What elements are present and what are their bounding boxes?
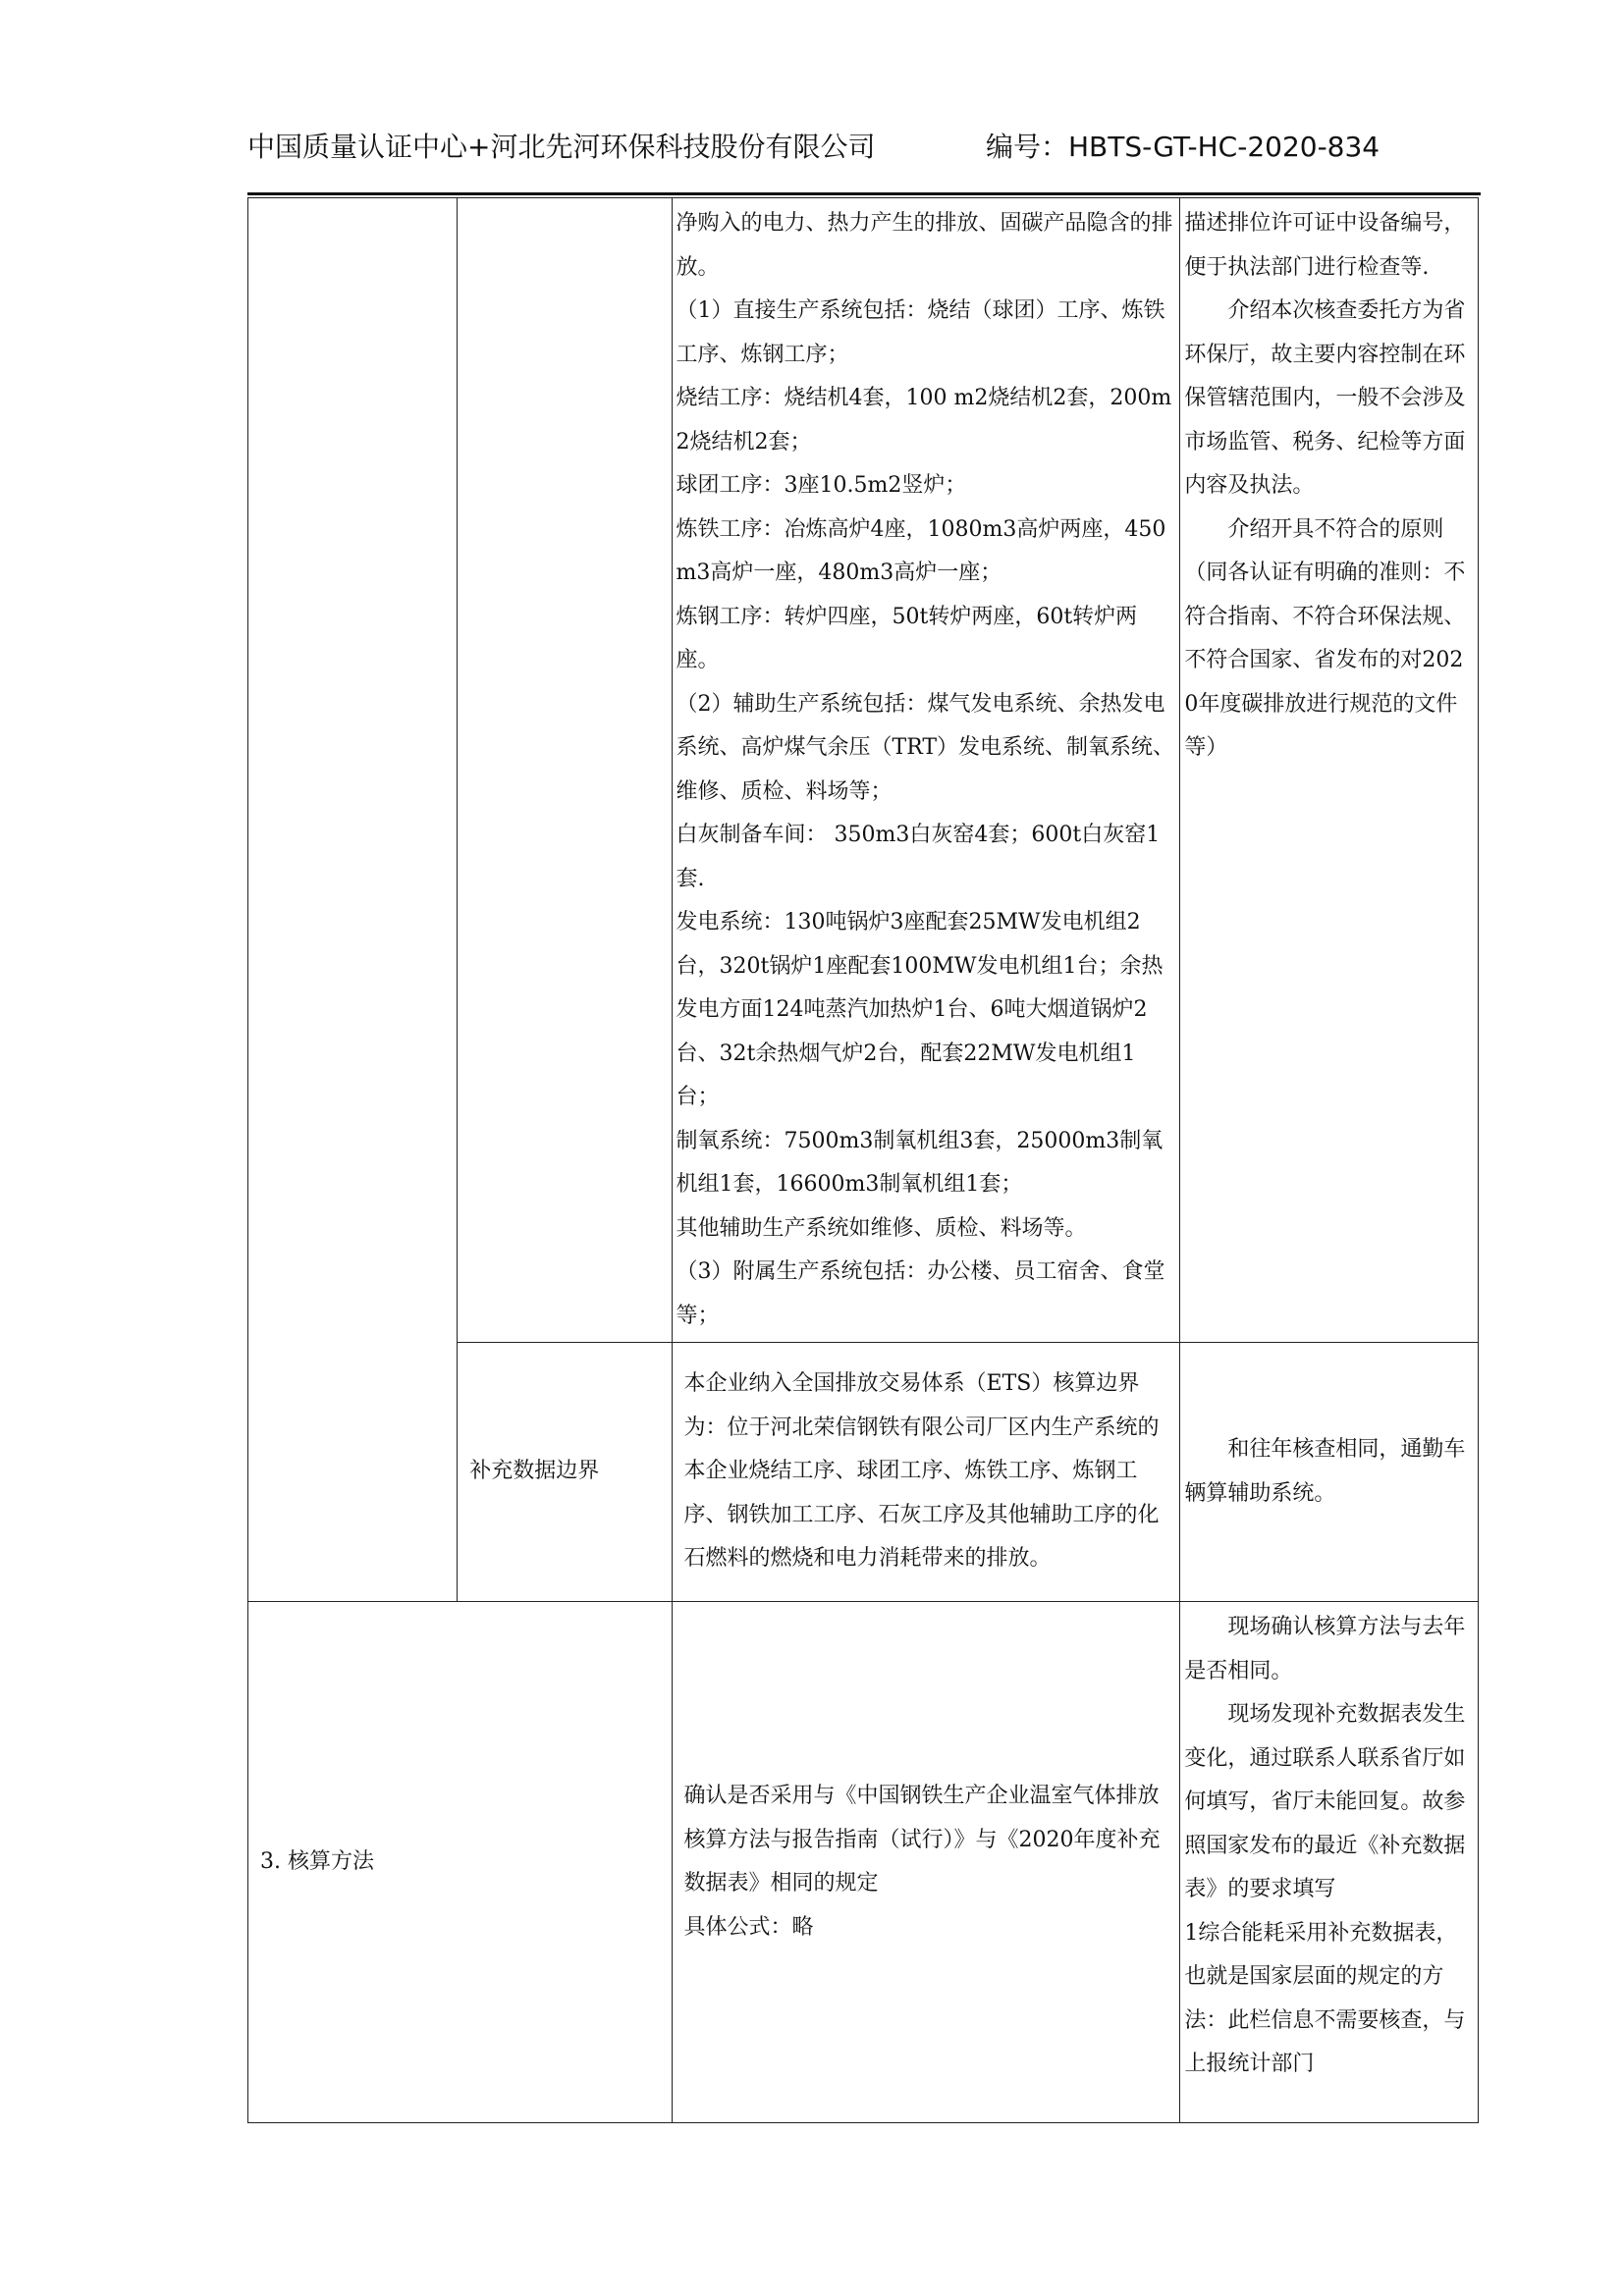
content-paragraph: 烧结工序：烧结机4套，100 m2烧结机2套，200m2烧结机2套； — [676, 386, 1172, 454]
table-row — [248, 1602, 1479, 2123]
note-paragraph: 描述排位许可证中设备编号，便于执法部门进行检查等. — [1184, 211, 1466, 280]
content-paragraph: 其他辅助生产系统如维修、质检、料场等。 — [676, 1215, 1087, 1241]
note-paragraph: 介绍本次核查委托方为省环保厅，故主要内容控制在环保管辖范围内，一般不会涉及市场监管、税务、纪检等方面内容及执法。 — [1184, 298, 1466, 498]
method-content-cell — [672, 1602, 1180, 2123]
boundary-content-cell — [672, 198, 1180, 1343]
content-paragraph: 具体公式：略 — [683, 1914, 814, 1940]
page-header — [247, 126, 1394, 165]
note-paragraph: 现场发现补充数据表发生变化，通过联系人联系省厅如何填写，省厅未能回复。故参照国家发布的最近《补充数据表》的要求填写 — [1184, 1702, 1466, 1901]
content-paragraph: （3）附属生产系统包括：办公楼、员工宿舍、食堂等； — [676, 1259, 1165, 1328]
verification-table — [247, 197, 1479, 2123]
notes-cell: 和往年核查相同，通勤车辆算辅助系统。 — [1180, 1343, 1479, 1602]
content-paragraph: 白灰制备车间： 350m3白灰窑4套；600t白灰窑1套. — [676, 823, 1161, 891]
notes-cell — [1180, 1602, 1479, 2123]
note-paragraph: 介绍开具不符合的原则（同各认证有明确的准则：不符合指南、不符合环保法规、不符合国家、省发布的对2020年度碳排放进行规范的文件等） — [1184, 516, 1466, 760]
row-label: 补充数据边界 — [458, 1343, 672, 1602]
content-paragraph: 净购入的电力、热力产生的排放、固碳产品隐含的排放。 — [676, 211, 1173, 280]
content-paragraph: 球团工序：3座10.5m2竖炉； — [676, 473, 967, 498]
content-paragraph: （1）直接生产系统包括：烧结（球团）工序、炼铁工序、炼钢工序； — [676, 298, 1165, 367]
note-paragraph: 1综合能耗采用补充数据表，也就是国家层面的规定的方法：此栏信息不需要核查，与上报统计部门 — [1184, 1920, 1466, 2076]
header-document-number: 编号：HBTS-GT-HC-2020-834 — [986, 131, 1380, 163]
content-paragraph: 制氧系统：7500m3制氧机组3套，25000m3制氧机组1套，16600m3制氧机组1套； — [676, 1128, 1164, 1197]
content-paragraph: 发电系统：130吨锅炉3座配套25MW发电机组2台，320t锅炉1座配套100MW发电机组1台；余热发电方面124吨蒸汽加热炉1台、6吨大烟道锅炉2台、32t余热烟气炉2台，配套22MW发电机组1台； — [676, 910, 1164, 1109]
row-label: 3. 核算方法 — [248, 1602, 673, 2123]
content-paragraph: 确认是否采用与《中国钢铁生产企业温室气体排放核算方法与报告指南（试行）》与《2020年度补充数据表》相同的规定 — [683, 1784, 1161, 1896]
content-paragraph: （2）辅助生产系统包括：煤气发电系统、余热发电系统、高炉煤气余压（TRT）发电系统、制氧系统、维修、质检、料场等； — [676, 691, 1175, 804]
content-paragraph: 炼钢工序：转炉四座，50t转炉两座，60t转炉两座。 — [676, 604, 1138, 672]
note-paragraph: 现场确认核算方法与去年是否相同。 — [1184, 1615, 1466, 1683]
notes-cell — [1180, 198, 1479, 1343]
content-paragraph: 炼铁工序：冶炼高炉4座，1080m3高炉两座，450m3高炉一座，480m3高炉一座； — [676, 516, 1166, 585]
header-rule — [247, 192, 1481, 195]
header-organization: 中国质量认证中心+河北先河环保科技股份有限公司 — [247, 131, 876, 163]
table-row — [248, 198, 1479, 1343]
empty-cell — [248, 198, 458, 1602]
boundary-content-cell: 本企业纳入全国排放交易体系（ETS）核算边界为：位于河北荣信钢铁有限公司厂区内生产系统的本企业烧结工序、球团工序、炼铁工序、炼钢工序、钢铁加工工序、石灰工序及其他辅助工序的化石燃料的燃烧和电力消耗带来的排放。 — [672, 1343, 1180, 1602]
empty-cell — [458, 198, 672, 1343]
